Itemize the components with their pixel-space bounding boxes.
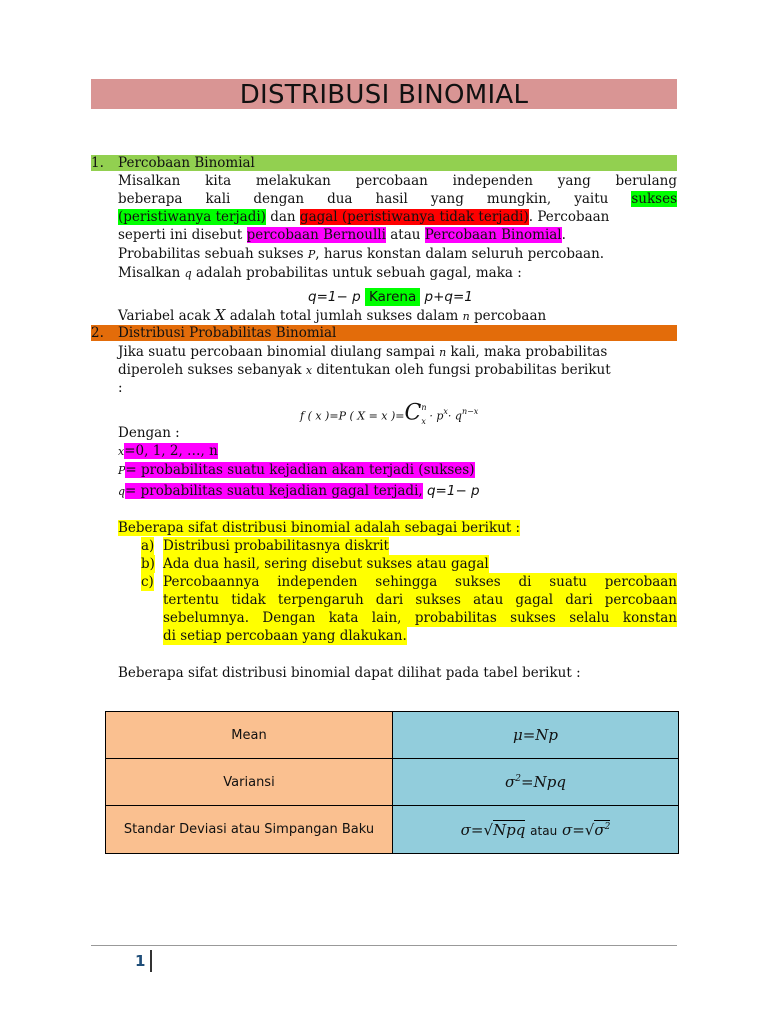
math: f ( x )=P ( X = x )=: [300, 409, 405, 423]
paragraph-line: [118, 361, 677, 379]
highlight-karena: Karena: [365, 288, 420, 306]
highlight-sifat: Beberapa sifat distribusi binomial adalah sebagai berikut :: [118, 520, 521, 536]
table-cell-formula: σ=√Npq atau $\sigma=√\sigma^2$: [393, 806, 679, 854]
section-number: 2.: [91, 325, 104, 341]
list-text: Ada dua hasil, sering disebut sukses atau gagal: [163, 556, 489, 572]
math: σ: [505, 773, 516, 791]
highlight-sukses: sukses: [631, 191, 678, 207]
math-var: n: [462, 310, 470, 323]
list-text: Distribusi probabilitasnya diskrit: [163, 538, 389, 554]
page-number: 1: [135, 952, 146, 970]
highlight-def: =0, 1, 2, …, n: [124, 443, 218, 459]
text: percobaan: [474, 308, 547, 324]
pmf-formula: [300, 400, 478, 424]
list-item: [141, 555, 677, 573]
math-var: x: [118, 445, 125, 458]
paragraph-line: Misalkan kita melakukan percobaan independen yang berulang: [118, 173, 677, 189]
text: dan: [270, 209, 296, 225]
text: adalah probabilitas untuk sebuah gagal, maka :: [196, 265, 522, 281]
math-var: P: [307, 248, 316, 261]
section-heading-label: Distribusi Probabilitas Binomial: [118, 325, 337, 341]
table-cell-label: Variansi: [106, 759, 393, 806]
math: p+q=1: [424, 289, 473, 305]
math-var: P: [118, 464, 126, 477]
text: adalah total jumlah sukses dalam: [229, 308, 459, 324]
paragraph-line: [118, 226, 677, 244]
paragraph-line: [118, 245, 677, 263]
paragraph-line: [118, 264, 677, 282]
text: ditentukan oleh fungsi probabilitas berikut: [316, 362, 611, 378]
highlight-gagal: gagal (peristiwanya tidak terjadi): [299, 209, 529, 225]
formula-q: [308, 284, 473, 305]
list-marker: a): [141, 538, 155, 554]
math-var: x: [305, 364, 313, 377]
properties-table: [105, 711, 679, 854]
table-cell-formula: μ=Np: [393, 712, 679, 759]
math-var: q: [118, 485, 126, 498]
highlight-bernoulli: percobaan Bernoulli: [246, 227, 386, 243]
math: Npq: [493, 820, 526, 839]
table-row: [106, 806, 679, 854]
list-text: Percobaannya independen sehingga sukses di suatu percobaan: [163, 574, 677, 590]
paragraph-line: Dengan :: [118, 425, 180, 441]
highlight-def: = probabilitas suatu kejadian gagal terjadi,: [125, 483, 423, 499]
table-cell-label: Standar Deviasi atau Simpangan Baku: [106, 806, 393, 854]
def-line: [118, 461, 677, 479]
math-sup: n−x: [461, 407, 479, 416]
text: Jika suatu percobaan binomial diulang sampai: [118, 344, 435, 360]
list-continuation: sebelumnya. Dengan kata lain, probabilitas sukses selalu konstan: [163, 610, 677, 626]
text: beberapa kali dengan dua hasil yang mungkin, yaitu: [118, 191, 609, 207]
paragraph-line: [118, 208, 677, 226]
section-heading-2: [91, 325, 677, 341]
text: kali, maka probabilitas: [450, 344, 608, 360]
def-line: [118, 442, 677, 460]
paragraph-line: Beberapa sifat distribusi binomial dapat dilihat pada tabel berikut :: [118, 665, 581, 681]
text: diperoleh sukses sebanyak: [118, 362, 302, 378]
def-line: [118, 482, 677, 500]
table-cell-label: Mean: [106, 712, 393, 759]
page-number-bar: [150, 950, 152, 972]
highlight-def: = probabilitas suatu kejadian akan terjadi (sukses): [125, 462, 475, 478]
math: =Npq: [521, 773, 566, 791]
paragraph-line: [118, 306, 677, 324]
math: · p: [429, 409, 444, 423]
list-item: [141, 573, 677, 591]
table-row: [106, 759, 679, 806]
math-sup: n: [421, 403, 427, 412]
list-marker: c): [141, 574, 154, 590]
text: , harus konstan dalam seluruh percobaan.: [315, 246, 605, 262]
math-sub: x: [421, 417, 426, 426]
text: seperti ini disebut: [118, 227, 243, 243]
math-sup: 2: [515, 774, 522, 784]
text: .: [561, 227, 566, 243]
math: q=1− p: [426, 483, 480, 499]
text: Probabilitas sebuah sukses: [118, 246, 304, 262]
text: atau: [390, 227, 421, 243]
math-var: q: [184, 267, 192, 280]
section-heading-label: Percobaan Binomial: [118, 155, 255, 171]
text: Misalkan: [118, 265, 181, 281]
math: σ: [594, 820, 605, 839]
math: q=1− p: [308, 289, 361, 305]
paragraph-line: [118, 190, 677, 208]
list-marker: b): [141, 556, 155, 572]
paragraph-line: [118, 343, 677, 361]
table-cell-formula: [393, 759, 679, 806]
math-var: n: [439, 346, 447, 359]
section-number: 1.: [91, 155, 104, 171]
list-item: [141, 537, 677, 555]
text: . Percobaan: [528, 209, 610, 225]
highlight-terjadi: (peristiwanya terjadi): [118, 209, 266, 225]
highlight-binomial: Percobaan Binomial: [424, 227, 562, 243]
math-sup: 2: [604, 821, 611, 832]
math: · q: [447, 409, 462, 423]
page-title: DISTRIBUSI BINOMIAL: [91, 79, 677, 109]
paragraph-line: [118, 519, 677, 537]
list-continuation: tertentu tidak terpengaruh dari sukses atau gagal dari percobaan: [163, 592, 677, 608]
math: σ=: [460, 820, 484, 839]
section-heading-1: [91, 155, 677, 171]
math: C: [404, 400, 422, 426]
text: atau: [530, 823, 558, 838]
math-var: X: [214, 306, 226, 324]
text: Variabel acak: [118, 308, 211, 324]
list-continuation: di setiap percobaan yang dlakukan.: [163, 628, 407, 644]
paragraph-line: :: [118, 380, 123, 396]
math-sup: x: [443, 407, 448, 416]
footer-divider: [91, 945, 677, 946]
math: σ=: [561, 820, 585, 839]
table-row: [106, 712, 679, 759]
